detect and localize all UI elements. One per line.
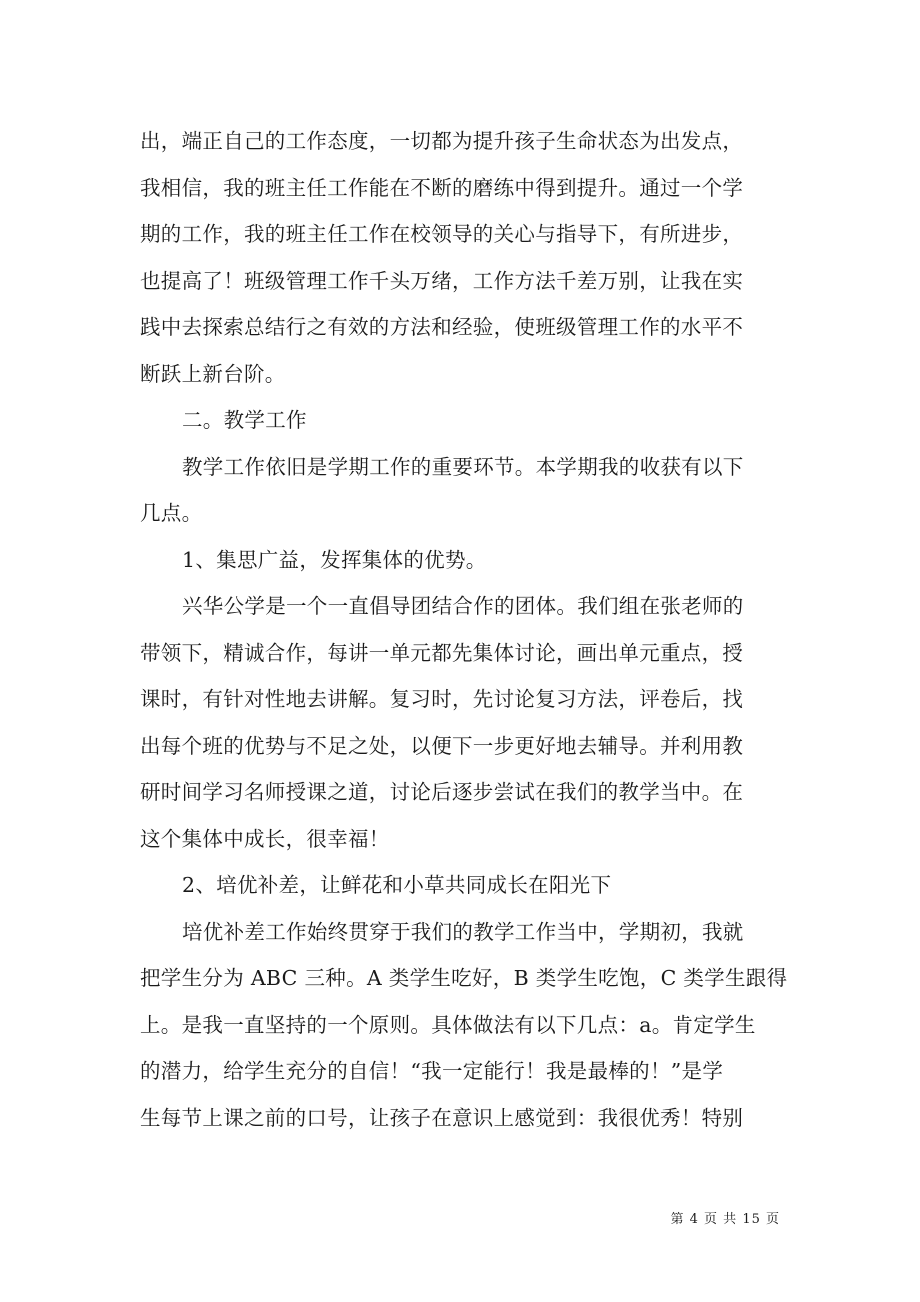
text-line: 研时间学习名师授课之道，讨论后逐步尝试在我们的教学当中。在 (140, 780, 744, 804)
text-line: 出每个班的优势与不足之处，以便下一步更好地去辅导。并利用教 (140, 733, 744, 758)
text-line: 我相信，我的班主任工作能在不断的磨练中得到提升。通过一个学 (140, 175, 744, 200)
text-line: 生每节上课之前的口号，让孩子在意识上感觉到：我很优秀！特别 (140, 1105, 744, 1130)
text-line: 的潜力，给学生充分的自信！“我一定能行！我是最棒的！”是学 (140, 1059, 724, 1083)
text-line: 上。是我一直坚持的一个原则。具体做法有以下几点：a。肯定学生 (140, 1012, 756, 1037)
text-line: 断跃上新台阶。 (140, 361, 286, 386)
document-body (140, 118, 788, 1141)
text-line: 出，端正自己的工作态度，一切都为提升孩子生命状态为出发点， (140, 129, 744, 153)
text-line: 带领下，精诚合作，每讲一单元都先集体讨论，画出单元重点，授 (140, 640, 744, 665)
text-line: 也提高了！班级管理工作千头万绪，工作方法千差万别，让我在实 (140, 268, 744, 293)
text-line: 培优补差工作始终贯穿于我们的教学工作当中，学期初，我就 (182, 919, 744, 944)
text-line: 这个集体中成长，很幸福！ (140, 826, 390, 851)
text-line: 几点。 (140, 501, 203, 525)
subsection-heading: 1、集思广益，发挥集体的优势。 (182, 547, 487, 572)
subsection-heading: 2、培优补差，让鲜花和小草共同成长在阳光下 (182, 873, 612, 897)
text-line: 践中去探索总结行之有效的方法和经验，使班级管理工作的水平不 (140, 315, 744, 339)
text-line: 把学生分为 ABC 三种。A 类学生吃好，B 类学生吃饱，C 类学生跟得 (140, 966, 788, 990)
section-heading: 二。教学工作 (182, 408, 307, 432)
text-line: 期的工作，我的班主任工作在校领导的关心与指导下，有所进步， (140, 222, 744, 246)
text-line: 兴华公学是一个一直倡导团结合作的团体。我们组在张老师的 (182, 594, 744, 618)
text-line: 教学工作依旧是学期工作的重要环节。本学期我的收获有以下 (182, 454, 744, 479)
text-line: 课时，有针对性地去讲解。复习时，先讨论复习方法，评卷后，找 (140, 687, 744, 711)
page-number: 第 4 页 共 15 页 (670, 1212, 780, 1227)
